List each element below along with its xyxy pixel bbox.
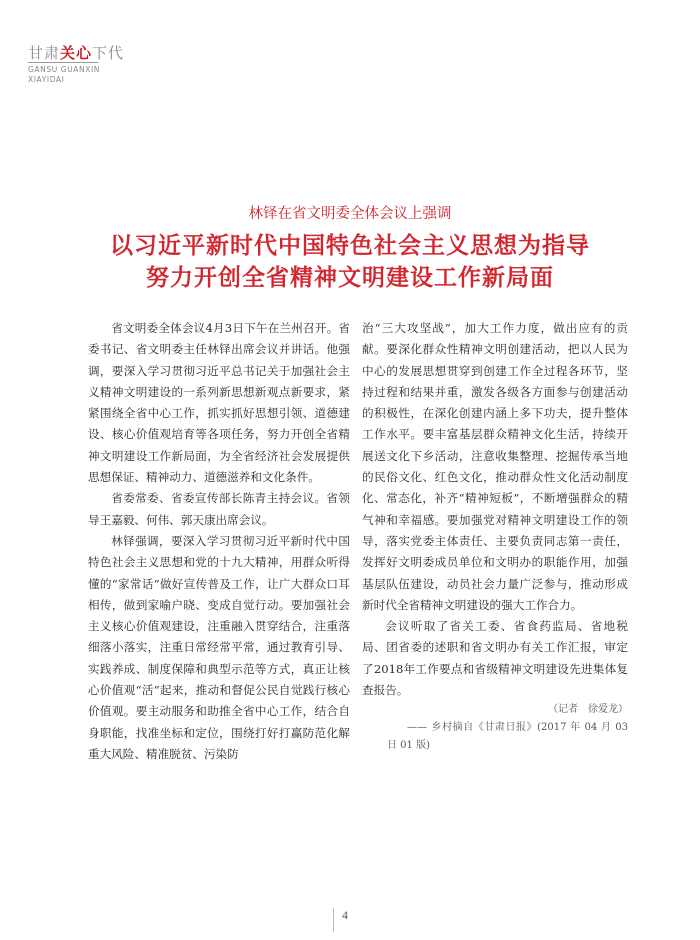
source-credit [362, 719, 628, 755]
article-subtitle: 林铎在省文明委全体会议上强调 [248, 206, 452, 222]
paragraph: 林铎强调，要深入学习贯彻习近平新时代中国特色社会主义思想和党的十九大精神，用群众听得懂的“家常话”做好宣传普及工作，让广大群众口耳相传，做到家喻户晓、变成自觉行动。要加强社会主义核心价值观建设，注重融入贯穿结合，注重落细落小落实，注重日常经常平常，通过教育引导、实践养成、制度保障和典型示范等方式，真正让核心价值观“活”起来，推动和督促公民自觉践行核心价值观。要主动服务和助推全省中心工作，结合自身职能，找准坐标和定位，围绕打好打赢防范化解重大风险、精准脱贫、污染防 [88, 533, 350, 761]
masthead-title [28, 42, 124, 63]
masthead-title-accent: 关心 [60, 44, 93, 62]
masthead-logo [28, 42, 158, 94]
article-headline-line1: 以习近平新时代中国特色社会主义思想为指导 [110, 233, 590, 259]
paragraph: 省文明委全体会议4月3日下午在兰州召开。省委书记、省文明委主任林铎出席会议并讲话。他强调，要深入学习贯彻习近平总书记关于加强社会主义精神文明建设的一系列新思想新观点新要求，紧紧围绕全省中心工作，抓实抓好思想引领、道德建设、核心价值观培育等各项任务，努力开创全省精神文明建设工作新局面，为全省经济社会发展提供思想保证、精神动力、道德滋养和文化条件。 [88, 321, 350, 485]
paragraph: 治“三大攻坚战”，加大工作力度，做出应有的贡献。要深化群众性精神文明创建活动，把以人民为中心的发展思想贯穿到创建工作全过程各环节，坚持过程和结果并重，激发各级各方面参与创建活动的积极性，在深化创建内涵上多下功夫，提升整体工作水平。要丰富基层群众精神文化生活，持续开展送文化下乡活动，注意收集整理、挖掘传承当地的民俗文化、红色文化，推动群众性文化活动制度化、常态化，补齐“精神短板”，不断增强群众的精气神和幸福感。要加强党对精神文明建设工作的领导，落实党委主体责任、主要负责同志第一责任，发挥好文明委成员单位和文明办的职能作用，加强基层队伍建设，动员社会力量广泛参与，推动形成新时代全省精神文明建设的强大工作合力。 [362, 321, 628, 612]
page-number: 4 [342, 908, 348, 922]
paragraph: 省委常委、省委宣传部长陈青主持会议。省领导王嘉毅、何伟、郭天康出席会议。 [88, 491, 350, 527]
source-dash: —— [407, 722, 427, 734]
masthead-title-prefix: 甘肃 [28, 44, 61, 62]
article-headline-line2: 努力开创全省精神文明建设工作新局面 [146, 265, 554, 291]
reporter-byline: （记者 徐爱龙） [548, 704, 628, 716]
article-column-right [362, 318, 628, 755]
article-column-left [88, 318, 350, 765]
masthead-divider [28, 62, 98, 63]
masthead-english-line1: GANSU GUANXIN [28, 65, 100, 74]
masthead-english-line2: XIAYIDAI [28, 75, 65, 84]
paragraph: 会议听取了省关工委、省食药监局、省地税局、团省委的述职和省文明办有关工作汇报，审定了2018年工作要点和省级精神文明建设先进集体复查报告。 [362, 619, 628, 698]
source-text: 乡村摘自《甘肃日报》(2017 年 04 月 03 日 01 版) [387, 722, 628, 752]
page-number-divider [333, 908, 334, 932]
masthead-title-suffix: 下代 [92, 44, 125, 62]
